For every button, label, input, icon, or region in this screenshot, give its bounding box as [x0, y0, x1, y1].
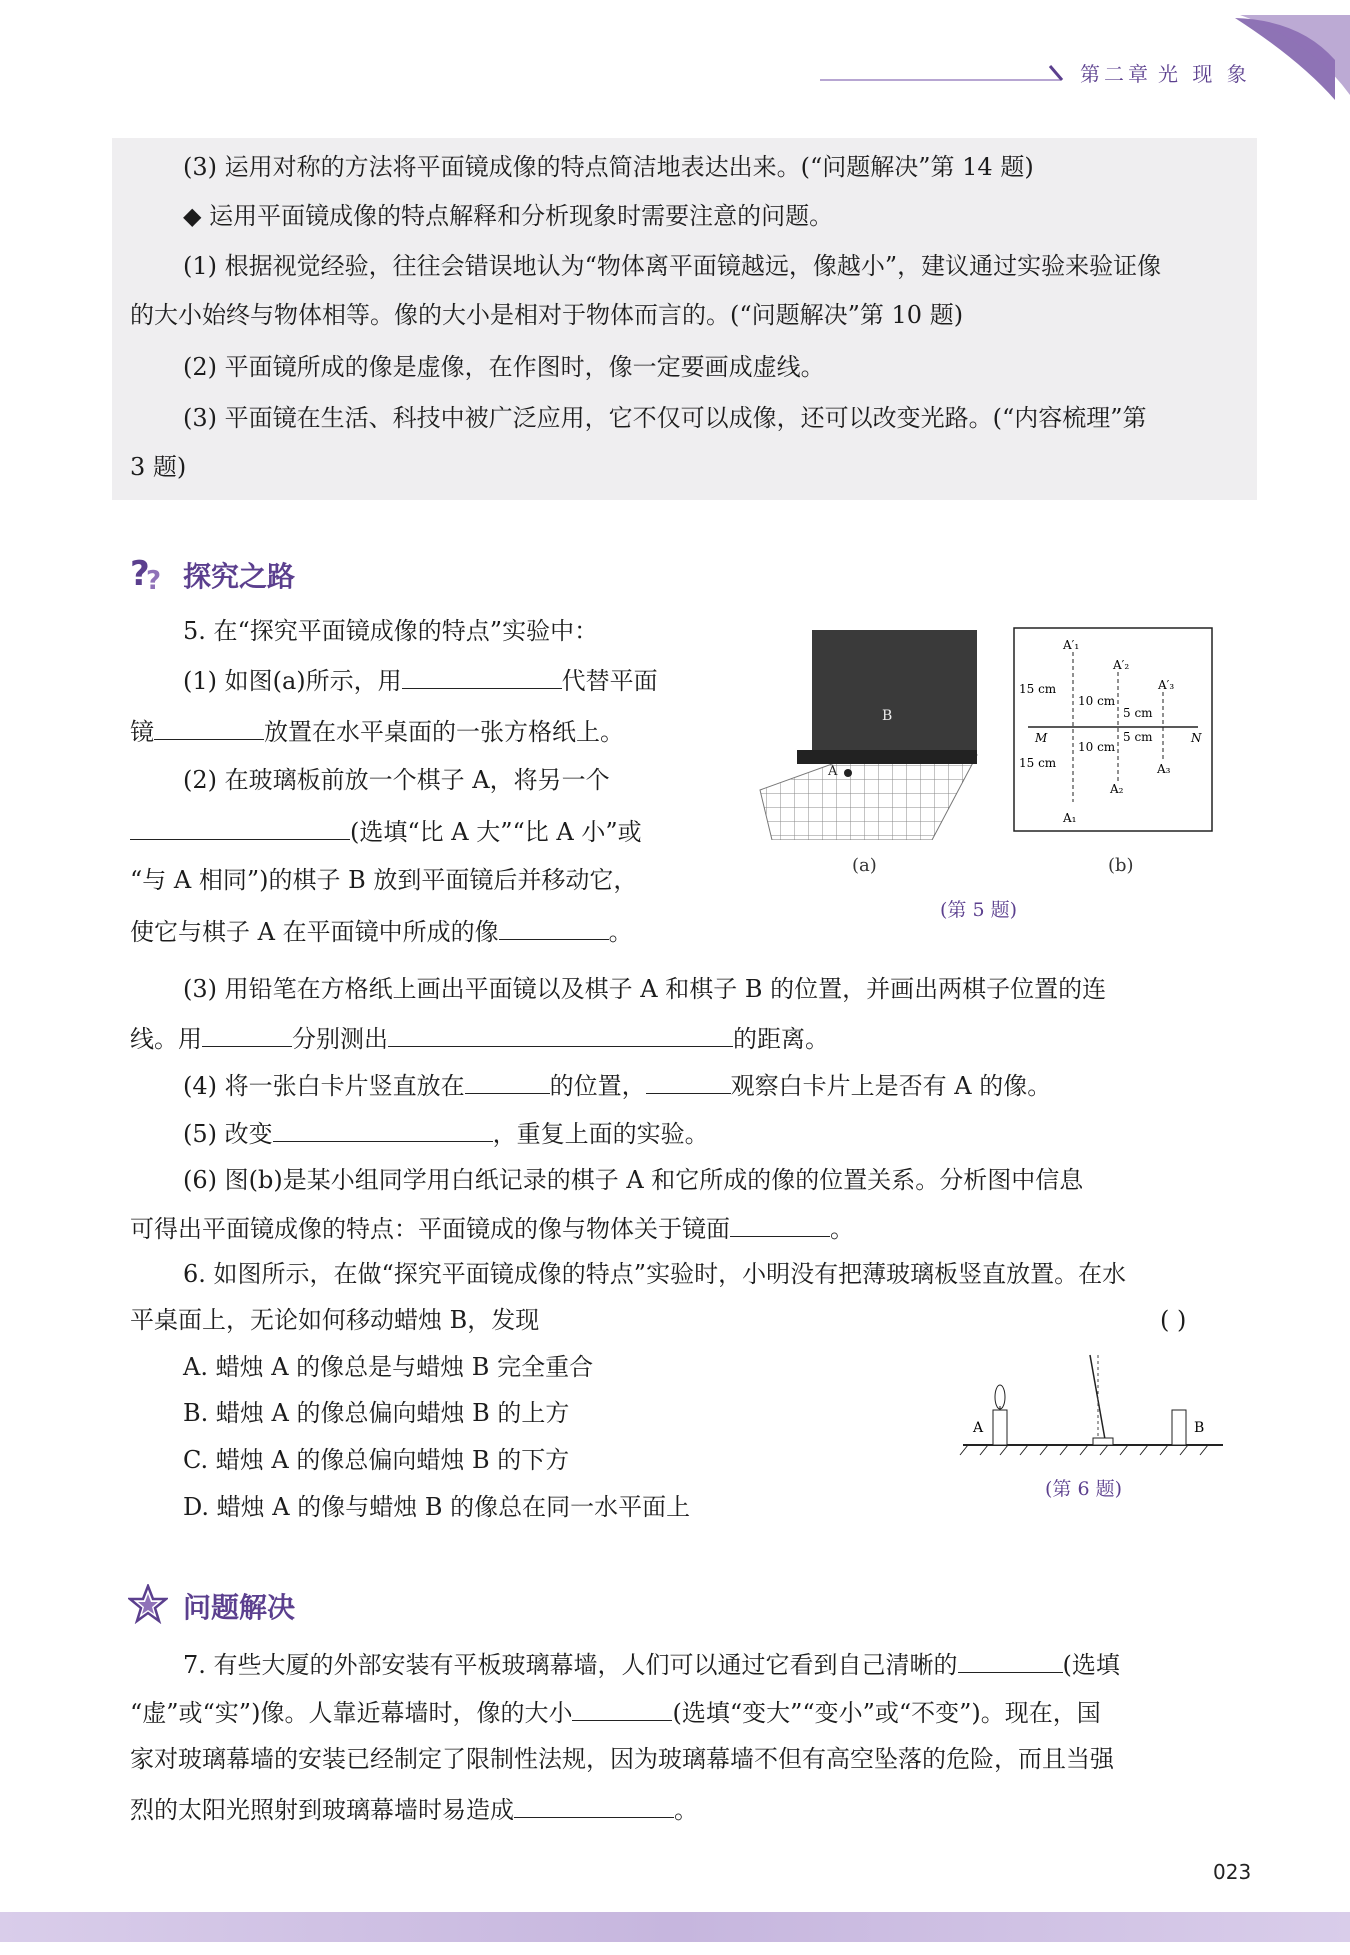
svg-text:?: ?: [146, 566, 162, 593]
figure-label: A: [973, 1420, 984, 1436]
summary-line: (1) 根据视觉经验，往往会错误地认为“物体离平面镜越远，像越小”，建议通过实验来验证像: [183, 252, 1162, 280]
answer-blank[interactable]: [273, 1115, 493, 1142]
figure-5b-label: (b): [1108, 855, 1134, 876]
answer-blank[interactable]: [388, 1020, 733, 1047]
answer-blank[interactable]: [499, 913, 609, 940]
answer-blank[interactable]: [958, 1646, 1063, 1673]
q6-option-d[interactable]: D. 蜡烛 A 的像与蜡烛 B 的像总在同一水平面上: [183, 1493, 691, 1521]
q5-part1: (1) 如图(a)所示，用 代替平面: [183, 662, 658, 698]
q5-part2: (2) 在玻璃板前放一个棋子 A，将另一个: [183, 766, 610, 794]
header-decoration: [0, 0, 1350, 110]
page-number: 023: [1213, 1860, 1252, 1884]
figure-label: 5 cm: [1123, 706, 1153, 720]
figure-label: 15 cm: [1019, 756, 1057, 770]
answer-blank[interactable]: [730, 1210, 830, 1237]
answer-bracket[interactable]: ( ): [1160, 1306, 1187, 1334]
figure-label: 15 cm: [1019, 682, 1057, 696]
q7-line4: 烈的太阳光照射到玻璃幕墙时易造成 。: [130, 1791, 698, 1827]
figure-5a: [752, 625, 982, 840]
q6-option-a[interactable]: A. 蜡烛 A 的像总是与蜡烛 B 完全重合: [183, 1353, 594, 1381]
figure-6-caption: (第 6 题): [1045, 1478, 1122, 1500]
summary-line: (3) 运用对称的方法将平面镜成像的特点简洁地表达出来。(“问题解决”第 14 题): [183, 153, 1034, 181]
q7-line3: 家对玻璃幕墙的安装已经制定了限制性法规，因为玻璃幕墙不但有高空坠落的危险，而且当强: [130, 1745, 1114, 1773]
figure-label: A₁: [1063, 811, 1077, 825]
q5-part1-cont: 镜 放置在水平桌面的一张方格纸上。: [130, 713, 624, 749]
figure-label: 5 cm: [1123, 730, 1153, 744]
q5-part3: (3) 用铅笔在方格纸上画出平面镜以及棋子 A 和棋子 B 的位置，并画出两棋子位置的连: [183, 975, 1107, 1003]
figure-label: M: [1035, 731, 1048, 745]
figure-label: 10 cm: [1078, 740, 1116, 754]
figure-label: A₂: [1110, 782, 1124, 796]
summary-line: (3) 平面镜在生活、科技中被广泛应用，它不仅可以成像，还可以改变光路。(“内容梳理”第: [183, 404, 1147, 432]
answer-blank[interactable]: [465, 1067, 550, 1094]
figure-label: A₃: [1157, 762, 1171, 776]
q6-option-c[interactable]: C. 蜡烛 A 的像总偏向蜡烛 B 的下方: [183, 1446, 570, 1474]
answer-blank[interactable]: [572, 1694, 672, 1721]
q5-part3-cont: 线。用 分别测出 的距离。: [130, 1020, 829, 1056]
summary-line: (2) 平面镜所成的像是虚像，在作图时，像一定要画成虚线。: [183, 353, 825, 381]
figure-5a-label: (a): [852, 855, 877, 876]
summary-line: 的大小始终与物体相等。像的大小是相对于物体而言的。(“问题解决”第 10 题): [130, 301, 964, 329]
figure-6: [958, 1350, 1228, 1460]
q6-line2: 平桌面上，无论如何移动蜡烛 B，发现: [130, 1306, 540, 1334]
q5-part2-cont: (选填“比 A 大”“比 A 小”或: [130, 813, 642, 849]
q7-line2: “虚”或“实”)像。人靠近幕墙时，像的大小 (选填“变大”“变小”或“不变”)。现在，国: [130, 1694, 1101, 1730]
header-chapter: 第二章: [1080, 62, 1152, 86]
section-title-solve: 问题解决: [183, 1591, 296, 1624]
answer-blank[interactable]: [202, 1020, 292, 1047]
answer-blank[interactable]: [154, 713, 264, 740]
summary-line: 3 题): [130, 453, 187, 481]
star-icon: [128, 1584, 168, 1624]
q5-part6-cont: 可得出平面镜成像的特点：平面镜成的像与物体关于镜面 。: [130, 1210, 854, 1246]
figure-label: N: [1191, 731, 1202, 745]
q7-line1: 7. 有些大厦的外部安装有平板玻璃幕墙，人们可以通过它看到自己清晰的 (选填: [183, 1646, 1120, 1682]
figure-5-caption: (第 5 题): [940, 899, 1017, 921]
figure-label: A′₃: [1158, 678, 1175, 692]
q5-part2-cont2: “与 A 相同”)的棋子 B 放到平面镜后并移动它，: [130, 866, 638, 894]
figure-label: A: [828, 764, 838, 779]
summary-line: ◆ 运用平面镜成像的特点解释和分析现象时需要注意的问题。: [183, 202, 834, 230]
figure-label: 10 cm: [1078, 694, 1116, 708]
q6-option-b[interactable]: B. 蜡烛 A 的像总偏向蜡烛 B 的上方: [183, 1399, 570, 1427]
header-title: 光 现 象: [1158, 62, 1251, 86]
q5-part4: (4) 将一张白卡片竖直放在 的位置， 观察白卡片上是否有 A 的像。: [183, 1067, 1051, 1103]
q5-part2-cont3: 使它与棋子 A 在平面镜中所成的像 。: [130, 913, 633, 949]
figure-label: B: [1194, 1420, 1205, 1436]
figure-label: A′₂: [1113, 658, 1130, 672]
q6-line1: 6. 如图所示，在做“探究平面镜成像的特点”实验时，小明没有把薄玻璃板竖直放置。在水: [183, 1260, 1127, 1288]
question-mark-icon: [130, 553, 170, 593]
svg-text:?: ?: [130, 554, 150, 593]
footer-bar: [0, 1912, 1350, 1942]
q5-part6: (6) 图(b)是某小组同学用白纸记录的棋子 A 和它所成的像的位置关系。分析图中信息: [183, 1166, 1084, 1194]
figure-label: A′₁: [1063, 638, 1080, 652]
q5-part5: (5) 改变 ，重复上面的实验。: [183, 1115, 709, 1151]
answer-blank[interactable]: [130, 813, 350, 840]
answer-blank[interactable]: [646, 1067, 731, 1094]
q5-intro: 5. 在“探究平面镜成像的特点”实验中：: [183, 617, 599, 645]
figure-label: B: [882, 708, 893, 724]
section-title-explore: 探究之路: [183, 560, 296, 593]
answer-blank[interactable]: [514, 1791, 674, 1818]
answer-blank[interactable]: [402, 662, 562, 689]
figure-5b: [1013, 627, 1213, 832]
